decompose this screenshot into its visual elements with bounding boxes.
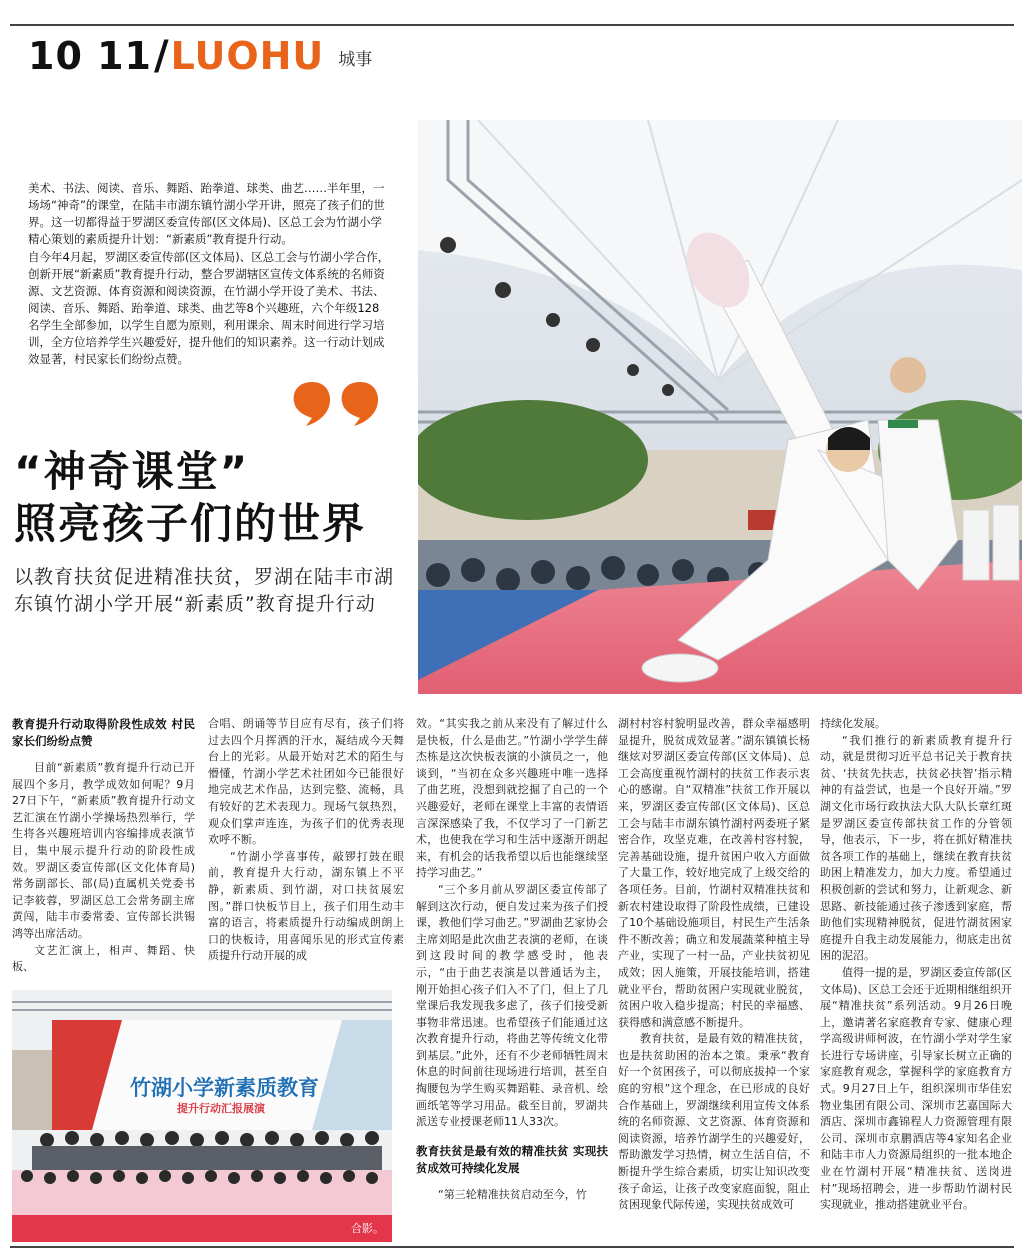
article-paragraph: 湖村村容村貌明显改善，群众幸福感明显提升，脱贫成效显著。”湖东镇镇长杨继炫对罗湖区委宣传部(区文体局)、总工会高度重视竹湖村的扶贫工作表示衷心的感谢。自“双精准”扶贫工作开展以来，罗湖区委宣传部(区文体局)、区总工会与陆丰市湖东镇竹湖村两委班子紧密合作，攻坚克难，在改善村容村貌，完善基础设施，提升贫困户收入方面做了大量工作，较好地完成了上级交给的各项任务。目前，竹湖村双精准扶贫和新农村建设取得了阶段性成绩，已建设了10个基础设施项目，村民生产生活条件不断改善；确立和发展蔬菜种植主导产业，实现了一村一品，产业扶贫初见成效；因人施策，开展技能培训，搭建就业平台，帮助贫困户实现就业脱贫，贫困户收入稳步提高；村民的幸福感、获得感和满意感不断提升。 xyxy=(618,717,810,1029)
article-column-2 xyxy=(208,716,404,965)
main-headline xyxy=(14,446,409,550)
top-rule xyxy=(10,24,1014,26)
intro-paragraph: 美术、书法、阅读、音乐、舞蹈、跆拳道、球类、曲艺……半年里，一场场“神奇”的课堂，在陆丰市湖东镇竹湖小学开讲，照亮了孩子们的世界。这一切都得益于罗湖区委宣传部(区文体局)、区总工会为竹湖小学精心策划的素质提升计划：“新素质”教育提升行动。 xyxy=(28,181,385,246)
header-slash: / xyxy=(154,33,169,79)
section-subtitle: 教育扶贫是最有效的精准扶贫 实现扶贫成效可持续化发展 xyxy=(416,1143,608,1175)
article-column-4 xyxy=(618,716,810,1214)
group-photo xyxy=(12,990,392,1242)
article-paragraph: 持续化发展。 xyxy=(820,717,886,730)
section-title: LUOHU xyxy=(170,34,325,78)
photo-caption: 合影。 xyxy=(351,1222,384,1235)
article-paragraph: “我们推行的新素质教育提升行动，就是贯彻习近平总书记关于教育扶贫、‘扶贫先扶志，扶贫必扶智’指示精神的有益尝试，也是一个良好开端。”罗湖文化市场行政执法大队大队长章红斑是罗湖区委宣传部扶贫工作的分管领导，他表示，下一步，将在抓好精准扶贫各项工作的基础上，继续在教育扶贫助困上精准发力，加大力度。希望通过积极创新的尝试和努力，让新观念、新思路、新技能通过孩子渗透到家庭，帮助他们实现精神脱贫，促进竹湖贫困家庭提升自我主动发展能力，彻底走出贫困的泥沼。 xyxy=(820,733,1012,963)
article-paragraph: 教育扶贫，是最有效的精准扶贫，也是扶贫助困的治本之策。秉承“教育好一个贫困孩子，可以彻底拔掉一个家庭的穷根”这个理念，在已形成的良好合作基础上，罗湖继续利用宣传文体系统的名师资源、文艺资源、体育资源和阅读资源，培养竹湖学生的兴趣爱好，帮助激发学习热情，树立生活自信，不断提升学生综合素质，切实让知识改变孩子命运，让孩子改变家庭面貌，阻止贫困现象代际传递，实现扶贫成效可 xyxy=(618,1032,810,1212)
page-header xyxy=(28,30,373,79)
article-paragraph: “三个多月前从罗湖区委宣传部了解到这次行动，便自发过来为孩子们授课，教他们学习曲艺。”罗湖曲艺家协会主席刘昭是此次曲艺表演的老师，在谈到这段时间的教学感受时，他表示，“由于曲艺表演是以普通话为主，刚开始担心孩子们入不了门，但上了几堂课后我发现我多虑了，孩子们接受新事物非常迅速。也希望孩子们能通过这次教育提升行动，将曲艺等传统文化带到基层。”此外，还有不少老师牺牲周末休息的时间前往现场进行培训，甚至自掏腰包为学生购买舞蹈鞋、录音机、绘画纸笔等学习用品。截至目前，罗湖共派送专业授课老师11人33次。 xyxy=(416,882,608,1129)
page-numbers: 10 11 xyxy=(28,34,152,78)
banner-subtitle: 提升行动汇报展演 xyxy=(177,1102,265,1115)
article-paragraph: 合唱、朗诵等节目应有尽有，孩子们将过去四个月挥洒的汗水，凝结成今天舞台上的光彩。从最开始对艺术的陌生与懵懂，竹湖小学艺术社团如今已能很好地完成艺术作品，达到完整、流畅，具有较好的艺术表现力。现场气氛热烈，观众们掌声连连，为孩子们的优秀表现欢呼不断。 xyxy=(208,717,404,847)
quote-marks-icon xyxy=(290,378,390,428)
group-photo-illustration xyxy=(12,990,392,1242)
category-label: 城事 xyxy=(338,50,373,70)
headline-line-1: “神奇课堂” xyxy=(14,447,250,496)
article-paragraph: 文艺汇演上，相声、舞蹈、快板、 xyxy=(12,943,195,974)
article-paragraph: 效。“其实我之前从来没有了解过什么是快板，什么是曲艺。”竹湖小学学生薛杰栋是这次快板表演的小演员之一，他谈到，“当初在众多兴趣班中唯一选择了曲艺班，没想到就挖掘了自己的一个兴趣爱好，老师在课堂上丰富的表情语言深深感染了我，不仅学习了一门新艺术，也使我在学习和生活中逐渐开朗起来，有机会的话我希望以后也能继续坚持学习曲艺。” xyxy=(416,717,608,880)
article-paragraph: “第三轮精准扶贫启动至今，竹 xyxy=(438,1187,587,1201)
section-subtitle: 教育提升行动取得阶段性成效 村民家长们纷纷点赞 xyxy=(12,717,195,748)
intro-text xyxy=(28,180,390,369)
article-paragraph: “竹湖小学喜事传，敲锣打鼓在眼前，教育提升大行动，湖东镇上不平静，新素质、到竹湖，对口扶贫展宏图。”群口快板节目上，孩子们用生动丰富的语言，将素质提升行动编成朗朗上口的快板诗，用喜闻乐见的形式宣传素质提升行动开展的成 xyxy=(208,849,404,963)
article-column-3 xyxy=(416,716,608,1203)
banner-title: 竹湖小学新素质教育 xyxy=(130,1076,319,1100)
article-column-5 xyxy=(820,716,1012,1214)
taekwondo-photo-illustration xyxy=(418,120,1022,694)
main-photo-taekwondo xyxy=(418,120,1022,694)
article-paragraph: 目前“新素质”教育提升行动已开展四个多月，教学成效如何呢？9月27日下午，“新素质”教育提升行动文艺汇演在竹湖小学操场热烈举行，学生将各兴趣班培训内容编排成表演节目，集中展示提升行动的阶段性成效。罗湖区委宣传部(区文化体育局)常务副部长、部(局)直属机关党委书记李筱蓉，罗湖区总工会常务副主席黄闯，陆丰市委常委、宣传部长洪锡鸿等出席活动。 xyxy=(12,761,195,940)
bottom-rule xyxy=(10,1246,1014,1248)
headline-line-2: 照亮孩子们的世界 xyxy=(14,499,367,548)
sub-headline: 以教育扶贫促进精准扶贫，罗湖在陆丰市湖东镇竹湖小学开展“新素质”教育提升行动 xyxy=(14,566,395,615)
article-column-1 xyxy=(12,716,195,976)
article-paragraph: 值得一提的是，罗湖区委宣传部(区文体局)、区总工会还于近期相继组织开展“精准扶贫”系列活动。9月26日晚上，邀请著名家庭教育专家、健康心理学高级讲师柯波，在竹湖小学对学生家长进行专场讲座，引导家长树立正确的家庭教育观念，掌握科学的家庭教育方式。9月27日上午，组织深圳市华佳宏物业集团有限公司、深圳市艺嘉国际大酒店、深圳市鑫锦程人力资源管理有限公司、深圳市京鹏酒店等4家知名企业和陆丰市人力资源局组织的一批本地企业在竹湖村开展“精准扶贫、送岗进村”现场招聘会，进一步帮助竹湖村民实现就业，推动搭建就业平台。 xyxy=(820,965,1012,1212)
intro-paragraph: 自今年4月起，罗湖区委宣传部(区文体局)、区总工会与竹湖小学合作，创新开展“新素质”教育提升行动，整合罗湖辖区宣传文体系统的名师资源、文艺资源、体育资源和阅读资源，在竹湖小学开设了美术、书法、阅读、音乐、舞蹈、跆拳道、球类、曲艺等8个兴趣班，六个年级128名学生全部参加，以学生自愿为原则，利用课余、周末时间进行学习培训，全方位培养学生兴趣爱好，提升他们的知识素养。这一行动计划成效显著，村民家长们纷纷点赞。 xyxy=(28,250,390,366)
